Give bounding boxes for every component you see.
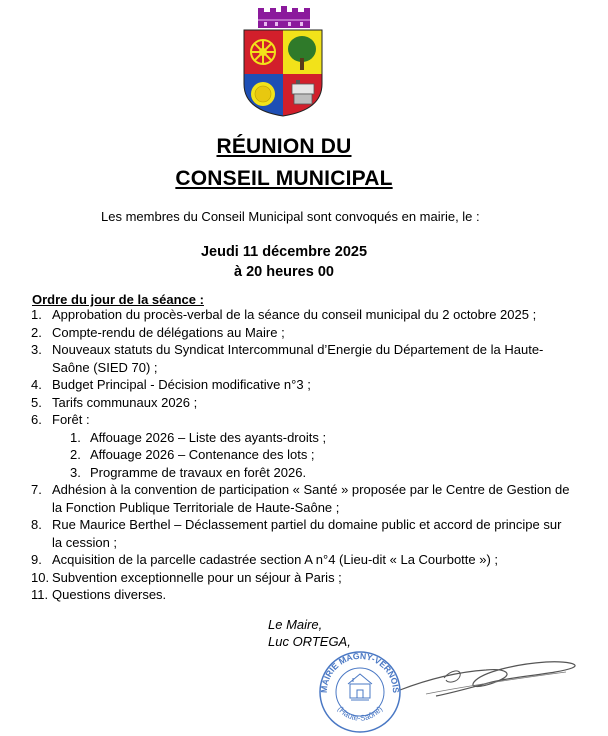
agenda-item-text: Nouveaux statuts du Syndicat Intercommunal d’Energie du Département de la Haute-Saône (SIED 70) ; [52, 342, 544, 375]
stamp-top-text: MAIRIE MAGNY-VERNOIS [318, 650, 402, 694]
agenda-item [0, 586, 575, 604]
agenda-item [0, 376, 575, 394]
agenda-item-number: 8. [31, 517, 42, 532]
agenda-item [0, 551, 575, 569]
meeting-time: à 20 heures 00 [234, 264, 334, 280]
meeting-date: Jeudi 11 décembre 2025 [200, 244, 368, 260]
agenda-item [0, 324, 575, 342]
agenda-item-text: Adhésion à la convention de participation « Santé » proposée par le Centre de Gestion de la Fonction Publique Territoriale de Haute-Saône ; [52, 482, 570, 515]
agenda-item [0, 306, 575, 324]
agenda-item [0, 516, 575, 551]
sub-item [0, 446, 575, 464]
agenda-heading: Ordre du jour de la séance : [32, 292, 204, 307]
signature-name: Luc ORTEGA, [268, 634, 351, 649]
signature-title: Le Maire, [268, 617, 323, 632]
agenda-item-number: 2. [31, 324, 42, 340]
agenda-item-number: 7. [31, 482, 42, 497]
agenda-item-number: 10. [31, 569, 50, 585]
page-title-line1: RÉUNION DU [216, 135, 352, 158]
sub-item [0, 429, 575, 447]
agenda-item-text: Rue Maurice Berthel – Déclassement partiel du domaine public et accord de principe sur la cession ; [52, 517, 562, 550]
agenda-item-text: Approbation du procès-verbal de la séance du conseil municipal du 2 octobre 2025 ; [52, 307, 537, 322]
agenda-list [0, 306, 575, 604]
agenda-item-number: 4. [31, 377, 42, 392]
coat-of-arms-logo [240, 6, 326, 118]
agenda-item-text: Subvention exceptionnelle pour un séjour à Paris ; [52, 569, 342, 585]
agenda-item-number: 9. [31, 552, 42, 567]
stamp-bottom-text: (Haute-Saône) [335, 704, 385, 723]
agenda-item [0, 481, 575, 516]
sub-item-text: Affouage 2026 – Contenance des lots ; [90, 447, 315, 462]
page-title-line2: CONSEIL MUNICIPAL [175, 167, 393, 190]
agenda-item [0, 411, 575, 481]
agenda-item-text: Budget Principal - Décision modificative n°3 ; [52, 377, 311, 392]
sub-item-text: Programme de travaux en forêt 2026. [90, 464, 307, 480]
forest-sublist [52, 429, 575, 482]
intro-text: Les membres du Conseil Municipal sont convoqués en mairie, le : [101, 209, 480, 224]
sun-icon [251, 82, 275, 106]
wheel-icon [251, 40, 275, 64]
agenda-item-number: 1. [31, 307, 42, 322]
sub-item-number: 1. [70, 429, 81, 445]
shield [244, 30, 322, 118]
mural-crown [258, 6, 310, 28]
stamp-building-icon [348, 674, 372, 700]
town-hall-stamp [315, 648, 405, 734]
agenda-item-text: Compte-rendu de délégations au Maire ; [52, 324, 285, 340]
handwritten-signature [396, 650, 586, 710]
agenda-item [0, 569, 575, 587]
agenda-item-text: Tarifs communaux 2026 ; [52, 394, 198, 410]
agenda-item-text: Acquisition de la parcelle cadastrée section A n°4 (Lieu-dit « La Courbotte ») ; [52, 552, 499, 567]
agenda-item-number: 11. [31, 587, 49, 602]
agenda-item-text: Forêt : [52, 412, 90, 427]
agenda-item [0, 341, 575, 376]
sub-item [0, 464, 575, 482]
sub-item-number: 2. [70, 447, 81, 462]
agenda-item-text: Questions diverses. [52, 587, 167, 602]
sub-item-text: Affouage 2026 – Liste des ayants-droits ; [90, 429, 327, 445]
signature-block [268, 616, 351, 650]
agenda-item [0, 394, 575, 412]
agenda-item-number: 5. [31, 394, 42, 410]
agenda-item-number: 6. [31, 412, 42, 427]
sub-item-number: 3. [70, 464, 81, 480]
agenda-item-number: 3. [31, 342, 42, 357]
